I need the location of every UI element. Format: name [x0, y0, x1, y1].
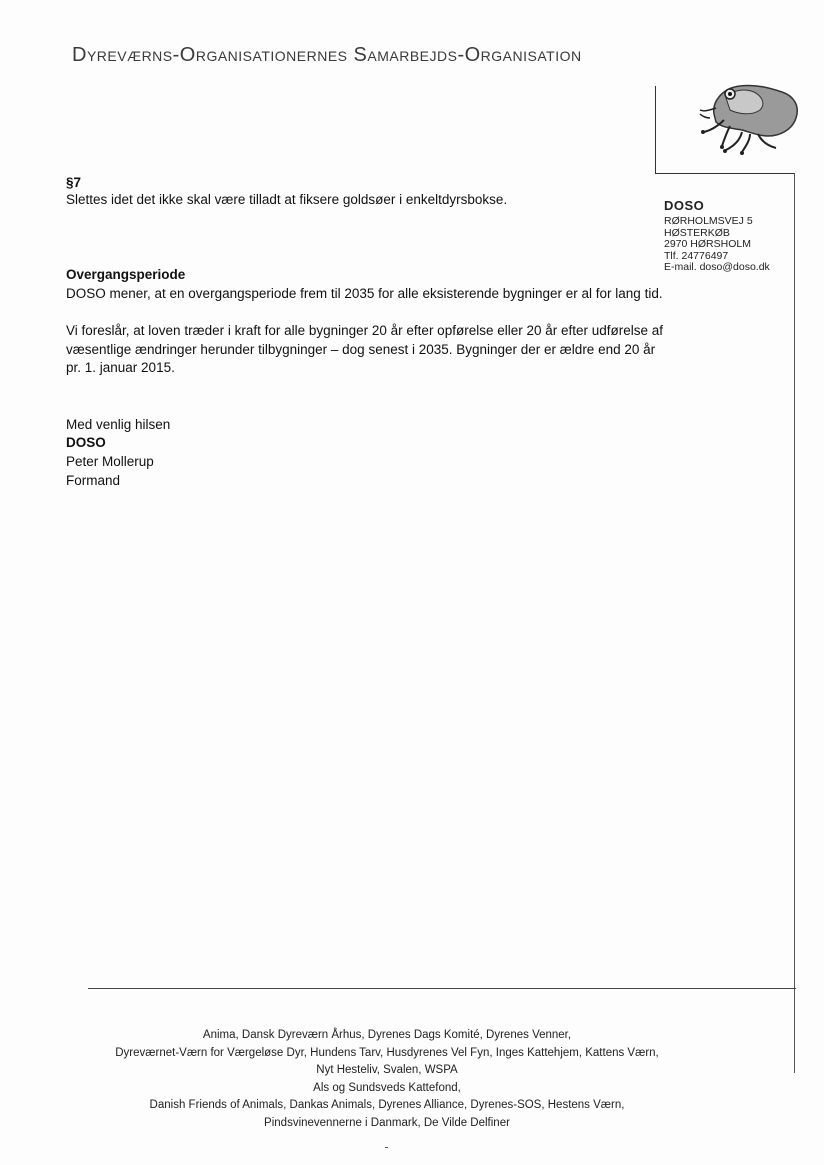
section7-heading: §7 — [66, 175, 82, 190]
sender-phone: Tlf. 24776497 — [664, 249, 729, 262]
signature-title: Formand — [66, 473, 121, 488]
footer-line: Pindsvinevennerne i Danmark, De Vilde Delfiner — [264, 1116, 510, 1129]
section7-text: Slettes idet det ikke skal være tilladt at fiksere goldsøer i enkeltdyrsbokse. — [66, 192, 508, 207]
footer-line: Nyt Hesteliv, Svalen, WSPA — [316, 1064, 458, 1077]
transition-heading: Overgangsperiode — [66, 267, 186, 282]
transition-paragraph-2-line-1: Vi foreslår, at loven træder i kraft for alle bygninger 20 år efter opførelse eller 20 år efter udførelse af — [66, 323, 664, 338]
member-organizations-footer — [0, 1027, 774, 1133]
sender-address-block — [664, 198, 794, 274]
sender-area: HØSTERKØB — [664, 226, 730, 239]
sender-email: E-mail. doso@doso.dk — [664, 261, 770, 273]
sender-street: RØRHOLMSVEJ 5 — [664, 215, 753, 227]
page-mark — [385, 1147, 388, 1148]
sender-city: 2970 HØRSHOLM — [664, 238, 751, 250]
sender-name: DOSO — [664, 198, 705, 213]
footer-divider — [88, 988, 796, 989]
signature-org: DOSO — [66, 435, 106, 450]
footer-line: Danish Friends of Animals, Dankas Animals, Dyrenes Alliance, Dyrenes-SOS, Hestens Værn, — [149, 1099, 625, 1112]
header-vertical-rule — [655, 86, 656, 173]
footer-line: Als og Sundsveds Kattefond, — [313, 1081, 461, 1094]
frog-logo-icon — [696, 74, 802, 158]
transition-paragraph-1: DOSO mener, at en overgangsperiode frem til 2035 for alle eksisterende bygninger er al for lang tid. — [66, 286, 663, 301]
signature-greeting: Med venlig hilsen — [66, 417, 171, 432]
transition-paragraph-2-line-2: væsentlige ændringer herunder tilbygninger – dog senest i 2035. Bygninger der er ældre end 20 år — [66, 342, 656, 357]
header-horizontal-rule — [655, 173, 795, 174]
transition-paragraph-2-line-3: pr. 1. januar 2015. — [66, 360, 175, 375]
signature-person: Peter Mollerup — [66, 454, 154, 469]
organization-title: Dyreværns-Organisationernes Samarbejds-Organisation — [72, 44, 582, 66]
footer-line: Anima, Dansk Dyreværn Århus, Dyrenes Dags Komité, Dyrenes Venner, — [202, 1029, 572, 1041]
right-margin-rule — [794, 173, 795, 1073]
footer-line: Dyreværnet-Værn for Værgeløse Dyr, Hundens Tarv, Husdyrenes Vel Fyn, Inges Kattehjem, Kattens Værn, — [115, 1046, 659, 1059]
